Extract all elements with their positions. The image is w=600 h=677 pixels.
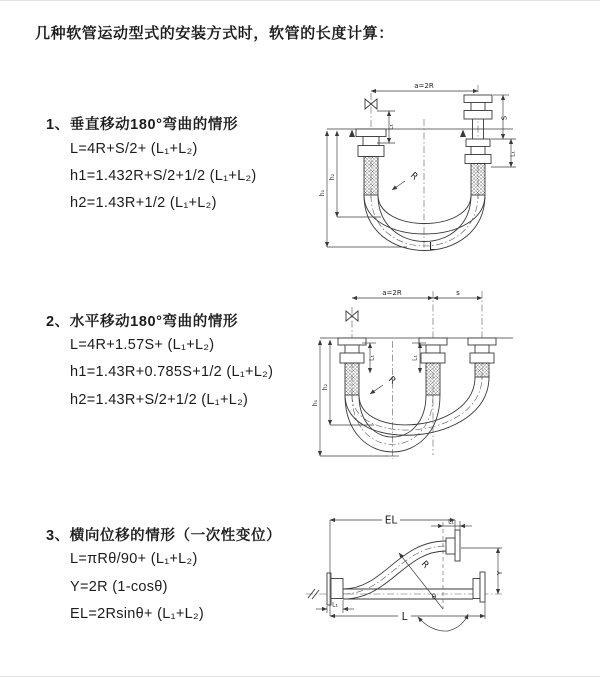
diagram-vertical-180-bend — [313, 77, 523, 257]
d2-dim-s-label: s — [456, 289, 460, 297]
d1-dim-a-label: a=2R — [414, 82, 434, 90]
section-2-formula-2: h1=1.43R+0.785S+1/2 (L₁+L₂) — [70, 364, 274, 380]
braid-section — [471, 164, 485, 196]
center-fitting — [419, 338, 447, 395]
section-1-formula-1: L=4R+S/2+ (L₁+L₂) — [70, 141, 198, 157]
section-3-formula-2: Y=2R (1-cosθ) — [70, 579, 168, 595]
diagram-lateral-displacement — [298, 501, 510, 633]
hose-u-bend-position-2 — [345, 374, 489, 435]
d2-dim-h1-label: h₁ — [312, 399, 319, 407]
d3-length-label: L — [401, 611, 408, 623]
d3-dim-l1-bottom-label: L₁ — [332, 601, 338, 609]
hose-u-bend — [364, 195, 485, 251]
radius-leader — [392, 181, 405, 190]
d1-dim-l1-right-label: L₁ — [509, 151, 517, 157]
right-fitting — [464, 95, 492, 195]
right-flange-original — [473, 572, 485, 602]
reference-arrow — [349, 130, 355, 138]
d3-radius-label: R — [418, 559, 431, 571]
d3-dim-l1-top-label: L₁ — [448, 518, 454, 526]
braid-section — [364, 157, 378, 196]
left-flange — [327, 573, 343, 605]
reference-arrow — [460, 130, 466, 138]
d3-dim-y-label: Y — [496, 570, 504, 576]
braid-section — [426, 363, 440, 395]
section-2-formula-3: h2=1.43R+S/2+1/2 (L₁+L₂) — [70, 392, 249, 408]
d1-length-label: L — [429, 241, 435, 253]
radius-leader — [370, 385, 383, 394]
section-3-formula-3: EL=2Rsinθ+ (L₁+L₂) — [70, 606, 205, 622]
d2-dim-l1-a-label: L₁ — [368, 355, 376, 361]
d3-dim-el-label: EL — [384, 514, 398, 527]
section-2-formula-1: L=4R+1.57S+ (L₁+L₂) — [70, 337, 215, 353]
right-flange-displaced — [446, 530, 460, 561]
right-fitting — [468, 338, 496, 377]
d2-dim-a-label: a=2R — [382, 289, 402, 297]
angle-arc — [448, 614, 468, 631]
braid-section — [345, 363, 359, 395]
d1-dim-s-label: S — [500, 115, 509, 121]
d2-dim-l1-b-label: L₁ — [411, 355, 419, 361]
d3-theta-label: θ — [431, 593, 437, 601]
radius-leader — [399, 553, 443, 609]
section-3-heading: 3、横向位移的情形（一次性变位） — [46, 528, 282, 544]
section-1-heading: 1、垂直移动180°弯曲的情形 — [46, 117, 239, 133]
section-3-formula-1: L=πRθ/90+ (L₁+L₂) — [70, 551, 198, 567]
diagram-horizontal-180-bend — [308, 283, 525, 463]
d1-radius-label: R — [407, 170, 420, 183]
section-1-formula-2: h1=1.432R+S/2+1/2 (L₁+L₂) — [70, 168, 257, 184]
d1-dim-l1-left-label: L₁ — [387, 124, 395, 130]
left-fitting — [356, 129, 386, 195]
page-title: 几种软管运动型式的安装方式时，软管的长度计算： — [35, 25, 394, 42]
braid-section — [475, 363, 489, 377]
d1-dim-h1-label: h₁ — [319, 189, 326, 197]
section-1-formula-3: h2=1.43R+1/2 (L₁+L₂) — [70, 195, 217, 211]
angle-arc — [418, 617, 448, 631]
d2-dim-h2-label: h₂ — [322, 383, 329, 391]
d2-radius-label: R — [385, 374, 398, 387]
left-fitting — [338, 338, 366, 395]
d1-dim-h2-label: h₂ — [329, 173, 336, 181]
section-2-heading: 2、水平移动180°弯曲的情形 — [46, 314, 239, 330]
hose-s-curve — [343, 541, 446, 599]
